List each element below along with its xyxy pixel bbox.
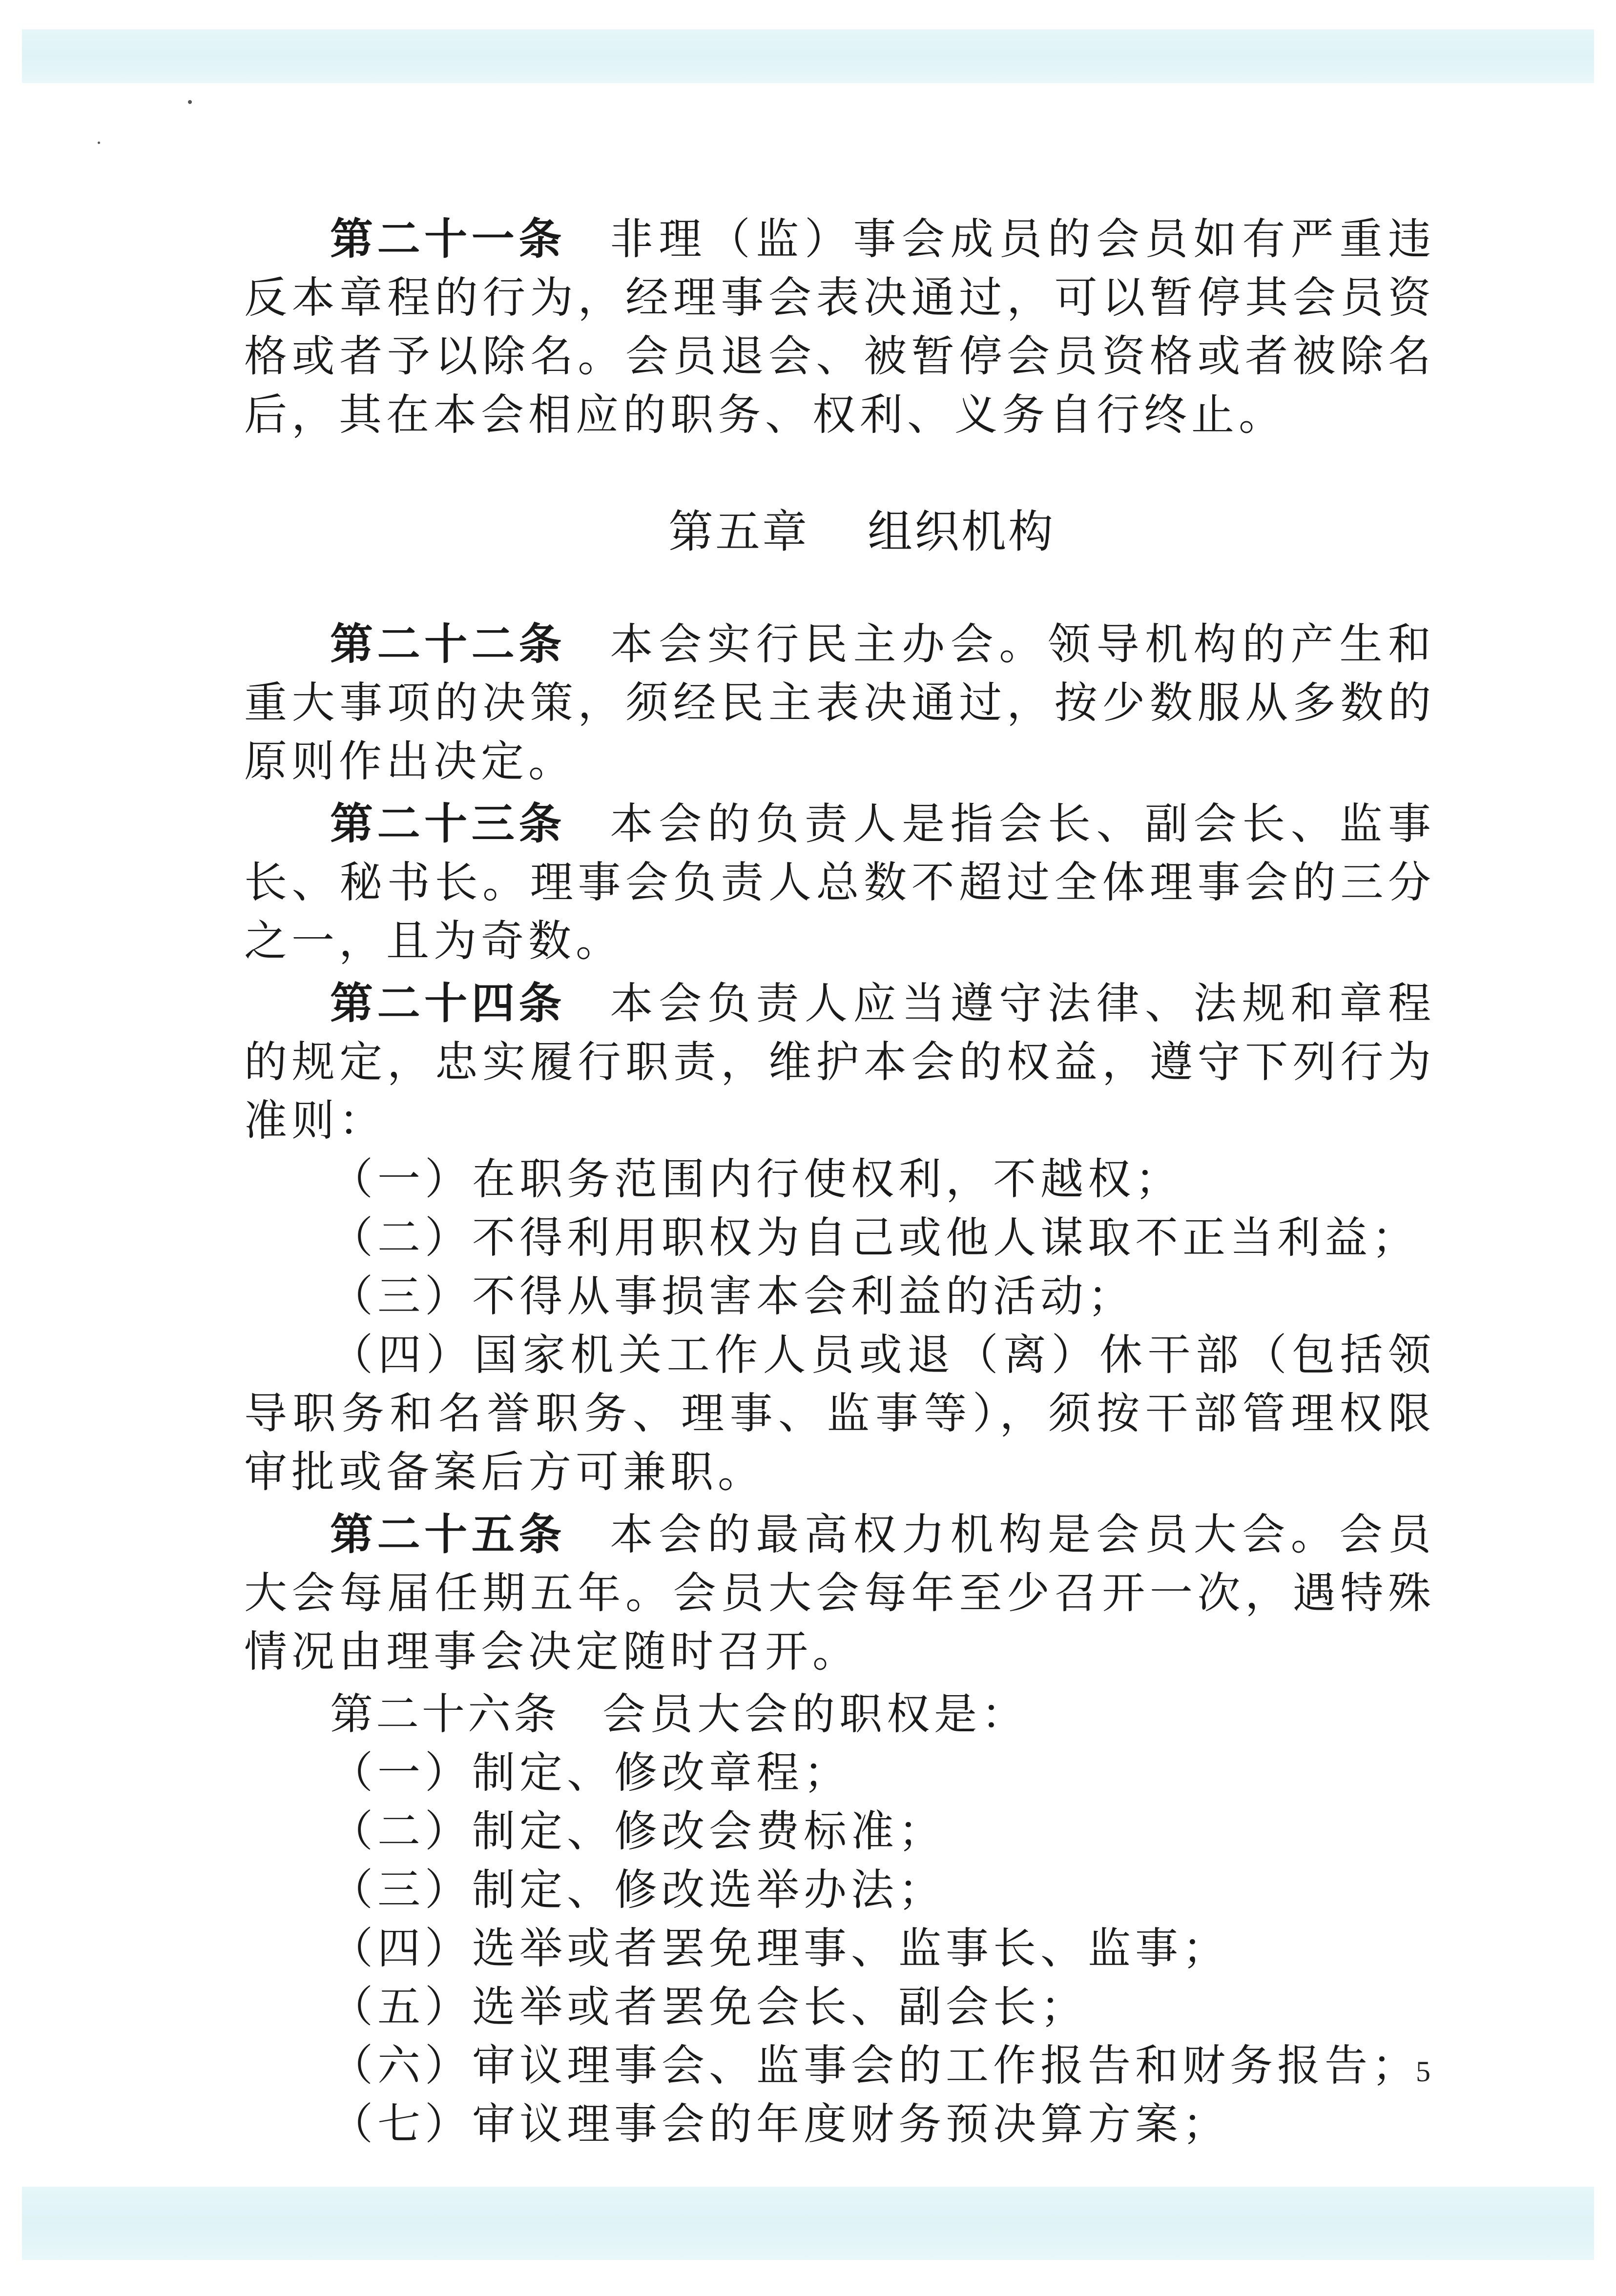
chapter-number: 第五章: [668, 506, 809, 558]
article-label: 第二十六条: [330, 1689, 560, 1739]
scan-bottom-band: [22, 2187, 1594, 2260]
list-item: （一）制定、修改章程；: [330, 1747, 851, 1798]
list-item: （一）在职务范围内行使权利，不越权；: [330, 1154, 1183, 1204]
list-item: （六）审议理事会、监事会的工作报告和财务报告；: [330, 2040, 1420, 2091]
article-24: [244, 974, 1435, 1150]
article-label: 第二十四条: [330, 978, 566, 1028]
article-label: 第二十三条: [330, 799, 566, 849]
article-text: 本会的负责人是指会长、副会长、监事长、秘书长。理事会负责人总数不超过全体理事会的三分之一，且为奇数。: [244, 799, 1435, 966]
page-number: 5: [1416, 2055, 1430, 2088]
article-text: 非理（监）事会成员的会员如有严重违反本章程的行为，经理事会表决通过，可以暂停其会员资格或者予以除名。会员退会、被暂停会员资格或者被除名后，其在本会相应的职务、权利、义务自行终止。: [244, 214, 1435, 440]
article-23: [244, 795, 1435, 970]
article-label: 第二十五条: [330, 1509, 566, 1559]
list-item: （二）制定、修改会费标准；: [330, 1806, 946, 1856]
article-text: 本会实行民主办会。领导机构的产生和重大事项的决策，须经民主表决通过，按少数服从多数的原则作出决定。: [244, 619, 1435, 786]
scan-speck: [98, 142, 100, 144]
article-label: 第二十二条: [330, 619, 566, 669]
chapter-title-text: 组织机构: [868, 506, 1056, 558]
list-item: （三）不得从事损害本会利益的活动；: [330, 1271, 1136, 1321]
article-25: [244, 1505, 1435, 1681]
article-text: 本会负责人应当遵守法律、法规和章程的规定，忠实履行职责，维护本会的权益，遵守下列行为准则：: [244, 978, 1435, 1146]
chapter-heading: [244, 503, 1435, 561]
article-26: [244, 1685, 1435, 1743]
scan-top-band: [22, 29, 1594, 83]
article-21: [244, 210, 1435, 444]
list-item: （七）审议理事会的年度财务预决算方案；: [330, 2099, 1230, 2149]
article-label: 第二十一条: [330, 214, 566, 264]
list-item: （三）制定、修改选举办法；: [330, 1865, 946, 1915]
list-item: （四）国家机关工作人员或退（离）休干部（包括领导职务和名誉职务、理事、监事等），须按干部管理权限审批或备案后方可兼职。: [244, 1330, 1435, 1497]
article-text: 本会的最高权力机构是会员大会。会员大会每届任期五年。会员大会每年至少召开一次，遇特殊情况由理事会决定随时召开。: [244, 1509, 1435, 1677]
list-item: （四）选举或者罢免理事、监事长、监事；: [330, 1923, 1230, 1973]
article-text: 会员大会的职权是：: [602, 1689, 1029, 1739]
list-item: （五）选举或者罢免会长、副会长；: [330, 1982, 1088, 2032]
document-body: [244, 210, 1435, 2153]
scan-speck: [188, 100, 192, 104]
article-22: [244, 615, 1435, 791]
list-item: （二）不得利用职权为自己或他人谋取不正当利益；: [330, 1212, 1420, 1263]
